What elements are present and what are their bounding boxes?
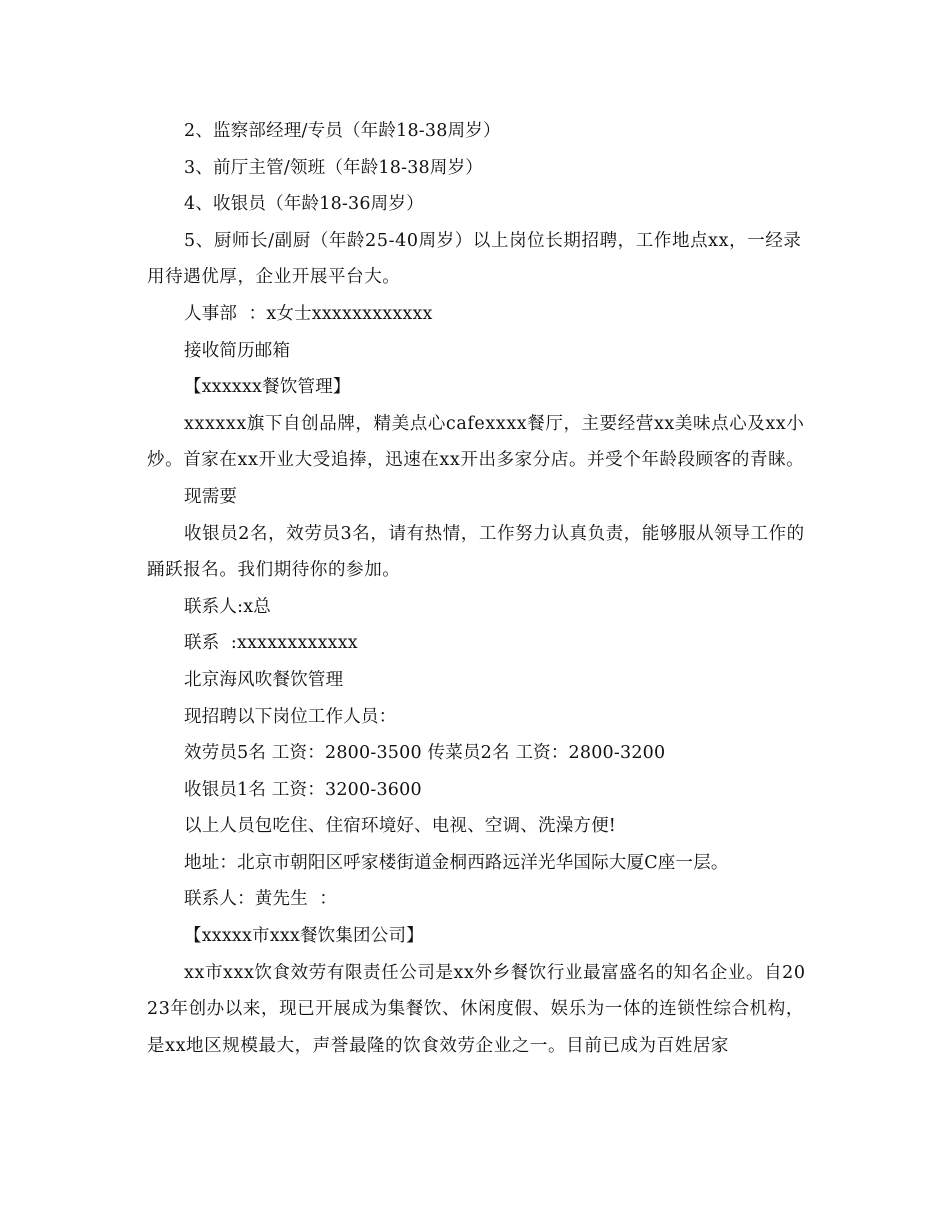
document-body [147, 113, 807, 1064]
company-heading-1: 【xxxxxx餐饮管理】 [184, 377, 351, 398]
company-heading-3: 【xxxxx市xxx餐饮集团公司】 [184, 926, 424, 947]
salary-line-1: 效劳员5名 工资：2800-3500 传菜员2名 工资：2800-3200 [184, 743, 666, 764]
company-intro-3: xx市xxx饮食效劳有限责任公司是xx外乡餐饮行业最富盛名的知名企业。自2023年创办以来，现已开展成为集餐饮、休闲度假、娱乐为一体的连锁性综合机构，是xx地区规模最大，声誉最隆的饮食效劳企业之一。目前已成为百姓居家 [147, 962, 806, 1056]
benefits-text: 以上人员包吃住、住宿环境好、电视、空调、洗澡方便! [184, 816, 617, 837]
company-heading-2: 北京海风吹餐饮管理 [184, 669, 344, 690]
list-item-front-hall-supervisor: 3、前厅主管/领班（年龄18-38周岁） [184, 157, 483, 178]
resume-email-label: 接收简历邮箱 [184, 340, 291, 361]
salary-line-2: 收银员1名 工资：3200-3600 [184, 779, 422, 800]
contact-phone-1: 联系 :xxxxxxxxxxxx [184, 633, 358, 654]
needs-label: 现需要 [184, 486, 238, 507]
recruit-intro: 现招聘以下岗位工作人员： [184, 706, 397, 727]
company-intro-1: xxxxxx旗下自创品牌，精美点心cafexxxx餐厅，主要经营xx美味点心及xx小炒。首家在xx开业大受追捧，迅速在xx开出多家分店。并受个年龄段顾客的青睐。 [147, 413, 805, 471]
hr-contact: 人事部 ：x女士xxxxxxxxxxxx [184, 303, 433, 324]
contact-person-2: 联系人：黄先生 ： [184, 889, 338, 910]
address-text: 地址：北京市朝阳区呼家楼街道金桐西路远洋光华国际大厦C座一层。 [184, 852, 729, 873]
list-item-inspection-manager: 2、监察部经理/专员（年龄18-38周岁） [184, 121, 501, 141]
contact-person-1: 联系人:x总 [184, 596, 271, 617]
list-item-head-chef: 5、厨师长/副厨（年龄25-40周岁）以上岗位长期招聘，工作地点xx，一经录用待遇优厚，企业开展平台大。 [147, 230, 802, 288]
needs-text: 收银员2名，效劳员3名，请有热情，工作努力认真负责，能够服从领导工作的踊跃报名。我们期待你的参加。 [147, 523, 805, 581]
list-item-cashier: 4、收银员（年龄18-36周岁） [184, 194, 424, 215]
